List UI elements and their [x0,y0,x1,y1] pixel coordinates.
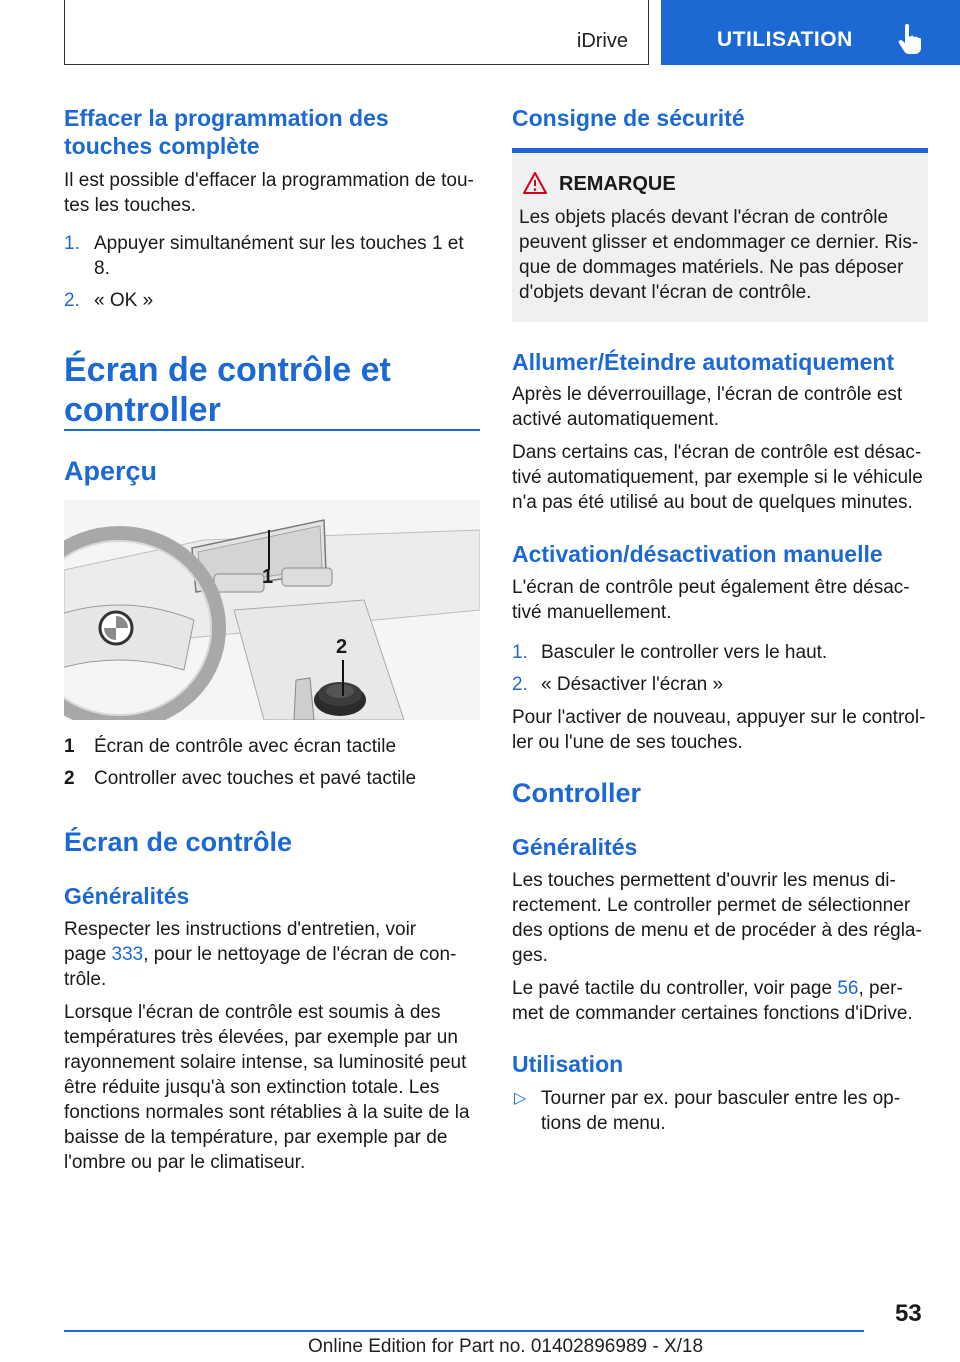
note-line: Les objets placés devant l'écran de contrôle [519,207,889,228]
note-line: peuvent glisser et endommager ce dernier. Ris- [519,232,919,253]
header-tab-label: UTILISATION [717,28,853,51]
ref-suffix: , pour le nettoyage de l'écran de con- [143,944,457,965]
step-text-cont: 8. [94,258,110,279]
chapter-rule [64,429,480,431]
dashboard-figure [64,500,480,720]
controller-text-line: Les touches permettent d'ouvrir les menus di- [512,870,896,891]
manual-text-line: tivé manuellement. [512,602,672,623]
header-section-title: iDrive [576,30,628,52]
general-text-ref [64,942,456,967]
ref-prefix: Le pavé tactile du controller, voir page [512,978,838,999]
erase-text-line2: tes les touches. [64,195,197,216]
touchpad-text-line: met de commander certaines fonctions d'iDrive. [512,1003,913,1024]
legend-number: 1 [64,736,75,757]
general-paragraph-line: baisse de la température, par exemple par de [64,1127,448,1148]
auto-text-line: activé automatiquement. [512,409,720,430]
dashboard-illustration [64,500,480,720]
chapter-title-line1: Écran de contrôle et [64,351,391,389]
header-frame [64,0,649,65]
general-paragraph-line: rayonnement solaire intense, sa luminosité peut [64,1052,467,1073]
overview-heading: Aperçu [64,456,158,486]
erase-text-line1: Il est possible d'effacer la programmation de tou- [64,170,474,191]
page-link-333[interactable]: 333 [111,944,144,965]
general-paragraph-line: Lorsque l'écran de contrôle est soumis à des [64,1002,441,1023]
legend-number: 2 [64,768,75,789]
warning-triangle-icon [522,171,548,195]
step-number: 2. [512,674,528,695]
legend-text: Controller avec touches et pavé tactile [94,768,417,789]
general-paragraph-line: être réduite jusqu'à son extinction totale. Les [64,1077,440,1098]
usage-text-line: tions de menu. [541,1113,666,1134]
note-line: d'objets devant l'écran de contrôle. [519,282,812,303]
step-number: 1. [64,233,80,254]
safety-heading: Consigne de sécurité [512,105,745,131]
header-chapter-tab[interactable] [661,0,960,65]
legend-text: Écran de contrôle avec écran tactile [94,736,397,757]
step-text: « OK » [94,290,154,311]
manual-heading: Activation/désactivation manuelle [512,541,883,567]
general-text: trôle. [64,969,107,990]
ref-prefix: page [64,944,112,965]
manual-text-line: Pour l'activer de nouveau, appuyer sur le control- [512,707,926,728]
general-paragraph-line: l'ombre ou par le climatiseur. [64,1152,306,1173]
step-text: « Désactiver l'écran » [541,674,724,695]
note-title: REMARQUE [559,173,676,195]
auto-text-line: n'a pas été utilisé au bout de quelques minutes. [512,492,913,513]
step-text: Basculer le controller vers le haut. [541,642,828,663]
auto-text-line: Dans certains cas, l'écran de contrôle est désac- [512,442,922,463]
screen-heading: Écran de contrôle [64,827,293,857]
manual-text-line: L'écran de contrôle peut également être désac- [512,577,910,598]
step-number: 1. [512,642,528,663]
usage-heading: Utilisation [512,1051,624,1077]
touchpad-text-ref [512,976,903,1001]
general-heading-left: Généralités [64,883,190,909]
footer-rule [64,1330,864,1332]
general-text: Respecter les instructions d'entretien, voir [64,919,417,940]
step-number: 2. [64,290,80,311]
safety-note-box [512,148,928,322]
auto-heading: Allumer/Éteindre automatiquement [512,349,895,375]
chapter-title-line2: controller [64,391,221,429]
pointing-hand-icon [897,24,923,54]
page-link-56[interactable]: 56 [837,978,859,999]
erase-heading-line1: Effacer la programmation des [64,105,389,131]
footer-edition: Online Edition for Part no. 01402896989 - X/18 [308,1336,704,1357]
page-number: 53 [895,1300,922,1327]
controller-text-line: rectement. Le controller permet de sélectionner [512,895,911,916]
auto-text-line: tivé automatiquement, par exemple si le véhicule [512,467,923,488]
controller-heading: Controller [512,778,642,808]
controller-text-line: ges. [512,945,548,966]
general-paragraph-line: températures très élevées, par exemple par un [64,1027,458,1048]
note-text [519,205,925,305]
auto-text-line: Après le déverrouillage, l'écran de contrôle est [512,384,903,405]
note-line: que de dommages matériels. Ne pas déposer [519,257,904,278]
general-paragraph-line: fonctions normales sont rétablies à la suite de la [64,1102,470,1123]
ref-suffix: , per- [858,978,903,999]
figure-callout-2: 2 [336,636,348,658]
figure-callout-1: 1 [262,566,274,588]
usage-text-line: Tourner par ex. pour basculer entre les op- [541,1088,901,1109]
manual-text-line: ler ou l'une de ses touches. [512,732,743,753]
step-text: Appuyer simultanément sur les touches 1 et [94,233,464,254]
bullet-triangle-icon: ▷ [514,1090,527,1107]
controller-text-line: des options de menu et de procéder à des régla- [512,920,922,941]
erase-heading-line2: touches complète [64,133,260,159]
general-heading-right: Généralités [512,834,638,860]
